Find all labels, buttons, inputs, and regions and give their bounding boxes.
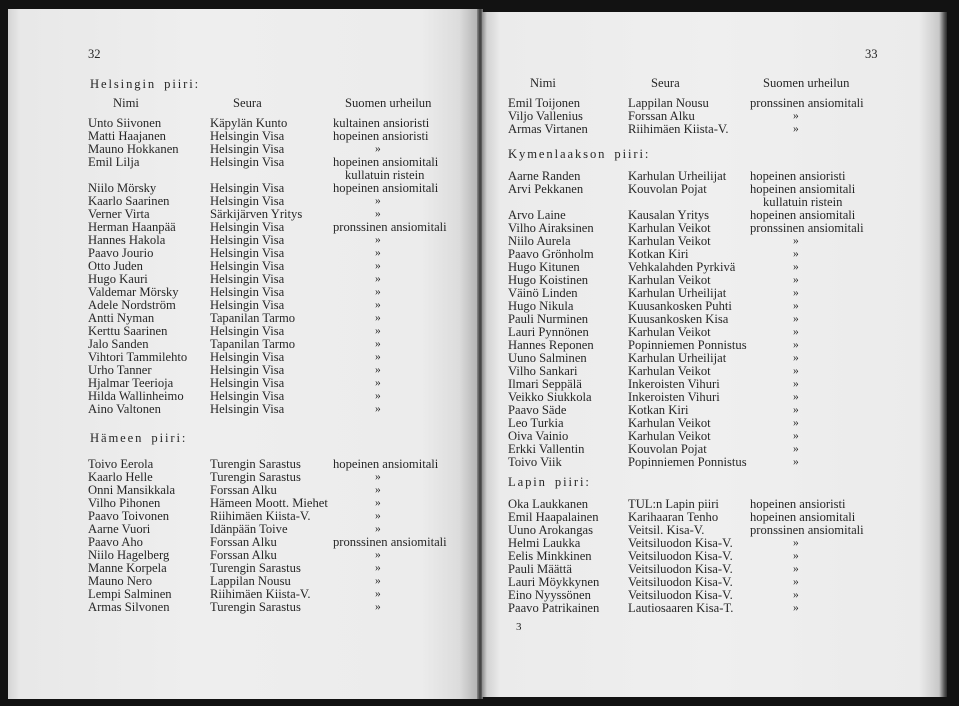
ditto-mark: » <box>793 110 799 122</box>
member-name: Lauri Möykkynen <box>508 575 600 589</box>
ditto-mark: » <box>793 313 799 325</box>
table-row <box>508 391 938 404</box>
club-name: Helsingin Visa <box>210 246 285 260</box>
member-name: Matti Haajanen <box>88 129 166 143</box>
ditto-mark: » <box>375 601 381 613</box>
member-name: Vilho Sankari <box>508 364 578 378</box>
club-name: Lautiosaaren Kisa-T. <box>628 601 734 615</box>
award-name: hopeinen ansiomitali <box>333 457 439 471</box>
club-name: Karhulan Veikot <box>628 273 711 287</box>
member-name: Uuno Arokangas <box>508 523 593 537</box>
table-row <box>508 222 938 235</box>
column-header-award: Suomen urheilun <box>763 76 850 90</box>
table-row-continuation <box>508 196 938 209</box>
ditto-mark: » <box>375 575 381 587</box>
club-name: Karhulan Urheilijat <box>628 351 727 365</box>
club-name: Helsingin Visa <box>210 285 285 299</box>
member-name: Adele Nordström <box>88 298 176 312</box>
member-name: Hugo Nikula <box>508 299 574 313</box>
club-name: Helsingin Visa <box>210 402 285 416</box>
member-name: Toivo Viik <box>508 455 562 469</box>
club-name: Forssan Alku <box>210 535 277 549</box>
award-name: pronssinen ansiomitali <box>333 220 447 234</box>
member-name: Urho Tanner <box>88 363 152 377</box>
member-name: Niilo Aurela <box>508 234 571 248</box>
club-name: Helsingin Visa <box>210 220 285 234</box>
member-name: Toivo Eerola <box>88 457 154 471</box>
ditto-mark: » <box>793 563 799 575</box>
ditto-mark: » <box>375 390 381 402</box>
ditto-mark: » <box>375 338 381 350</box>
ditto-mark: » <box>375 588 381 600</box>
ditto-mark: » <box>375 325 381 337</box>
club-name: Karhulan Veikot <box>628 364 711 378</box>
club-name: Helsingin Visa <box>210 324 285 338</box>
member-name: Unto Siivonen <box>88 116 162 130</box>
member-name: Helmi Laukka <box>508 536 581 550</box>
section-heading-helsinki: Helsingin piiri: <box>90 77 201 91</box>
club-name: Karhulan Urheilijat <box>628 286 727 300</box>
member-name: Kaarlo Helle <box>88 470 153 484</box>
member-list-kymenlaakso <box>508 170 938 469</box>
ditto-mark: » <box>793 274 799 286</box>
ditto-mark: » <box>375 143 381 155</box>
member-name: Leo Turkia <box>508 416 564 430</box>
ditto-mark: » <box>375 510 381 522</box>
ditto-mark: » <box>793 456 799 468</box>
ditto-mark: » <box>793 576 799 588</box>
page-number: 32 <box>88 47 101 61</box>
ditto-mark: » <box>793 602 799 614</box>
member-name: Hilda Wallinheimo <box>88 389 184 403</box>
member-name: Paavo Aho <box>88 535 143 549</box>
club-name: Helsingin Visa <box>210 376 285 390</box>
member-name: Pauli Määttä <box>508 562 573 576</box>
club-name: Karhulan Veikot <box>628 325 711 339</box>
ditto-mark: » <box>375 471 381 483</box>
member-list-hame-continued <box>508 97 938 136</box>
member-name: Aarne Randen <box>508 169 581 183</box>
award-name: hopeinen ansiomitali <box>750 208 856 222</box>
club-name: Riihimäen Kiista-V. <box>210 509 311 523</box>
club-name: Karhulan Veikot <box>628 429 711 443</box>
club-name: Tapanilan Tarmo <box>210 337 296 351</box>
member-name: Vilho Pihonen <box>88 496 161 510</box>
club-name: Helsingin Visa <box>210 363 285 377</box>
club-name: Hämeen Moott. Miehet <box>210 496 328 510</box>
section-heading-kymenlaakso: Kymenlaakson piiri: <box>508 147 651 161</box>
ditto-mark: » <box>793 123 799 135</box>
award-name: hopeinen ansiomitali <box>750 182 856 196</box>
column-header-club: Seura <box>233 96 262 110</box>
member-name: Mauno Nero <box>88 574 153 588</box>
column-header-club: Seura <box>651 76 680 90</box>
club-name: Turengin Sarastus <box>210 470 301 484</box>
club-name: Tapanilan Tarmo <box>210 311 296 325</box>
section-heading-lappi: Lapin piiri: <box>508 475 591 489</box>
ditto-mark: » <box>375 351 381 363</box>
club-name: Karhulan Urheilijat <box>628 169 727 183</box>
award-name: hopeinen ansioristi <box>333 129 429 143</box>
club-name: Helsingin Visa <box>210 155 285 169</box>
ditto-mark: » <box>375 484 381 496</box>
club-name: Kausalan Yritys <box>628 208 710 222</box>
ditto-mark: » <box>375 208 381 220</box>
member-name: Vilho Airaksinen <box>508 221 594 235</box>
member-name: Emil Lilja <box>88 155 140 169</box>
member-list-hame <box>88 458 478 614</box>
award-name: pronssinen ansiomitali <box>750 523 864 537</box>
member-name: Eelis Minkkinen <box>508 549 592 563</box>
ditto-mark: » <box>375 523 381 535</box>
member-name: Emil Toijonen <box>508 96 580 110</box>
member-name: Väinö Linden <box>508 286 578 300</box>
member-name: Uuno Salminen <box>508 351 587 365</box>
club-name: Turengin Sarastus <box>210 561 301 575</box>
club-name: Veitsiluodon Kisa-V. <box>628 588 733 602</box>
member-name: Lauri Pynnönen <box>508 325 589 339</box>
member-name: Emil Haapalainen <box>508 510 599 524</box>
ditto-mark: » <box>793 287 799 299</box>
column-header-name: Nimi <box>530 76 556 90</box>
club-name: Kouvolan Pojat <box>628 182 707 196</box>
member-name: Verner Virta <box>88 207 150 221</box>
ditto-mark: » <box>375 273 381 285</box>
table-row <box>508 602 938 615</box>
ditto-mark: » <box>793 550 799 562</box>
ditto-mark: » <box>793 326 799 338</box>
ditto-mark: » <box>793 443 799 455</box>
member-name: Niilo Mörsky <box>88 181 157 195</box>
club-name: Kuusankosken Puhti <box>628 299 732 313</box>
award-name: hopeinen ansioristi <box>750 169 846 183</box>
section-heading-hame: Hämeen piiri: <box>90 431 188 445</box>
club-name: Helsingin Visa <box>210 272 285 286</box>
member-name: Mauno Hokkanen <box>88 142 179 156</box>
club-name: Turengin Sarastus <box>210 457 301 471</box>
member-name: Armas Virtanen <box>508 122 588 136</box>
member-name: Vihtori Tammilehto <box>88 350 188 364</box>
signature-mark: 3 <box>516 621 522 633</box>
club-name: Inkeroisten Vihuri <box>628 377 720 391</box>
club-name: Helsingin Visa <box>210 259 285 273</box>
member-name: Onni Mansikkala <box>88 483 176 497</box>
member-name: Paavo Jourio <box>88 246 154 260</box>
right-page <box>482 12 947 697</box>
table-row <box>508 123 938 136</box>
club-name: Veitsiluodon Kisa-V. <box>628 549 733 563</box>
column-header-name: Nimi <box>113 96 139 110</box>
club-name: Riihimäen Kiista-V. <box>628 122 729 136</box>
member-name: Oiva Vainio <box>508 429 569 443</box>
club-name: Vehkalahden Pyrkivä <box>628 260 736 274</box>
member-name: Hannes Reponen <box>508 338 594 352</box>
club-name: Helsingin Visa <box>210 350 285 364</box>
club-name: Helsingin Visa <box>210 194 285 208</box>
member-name: Ilmari Seppälä <box>508 377 582 391</box>
club-name: Veitsiluodon Kisa-V. <box>628 575 733 589</box>
member-name: Aarne Vuori <box>88 522 151 536</box>
club-name: Veitsiluodon Kisa-V. <box>628 562 733 576</box>
ditto-mark: » <box>375 497 381 509</box>
club-name: Karhulan Veikot <box>628 221 711 235</box>
member-list-helsinki <box>88 117 478 416</box>
member-name: Niilo Hagelberg <box>88 548 170 562</box>
ditto-mark: » <box>793 404 799 416</box>
club-name: Popinniemen Ponnistus <box>628 455 747 469</box>
ditto-mark: » <box>793 391 799 403</box>
page-number: 33 <box>865 47 878 61</box>
member-name: Viljo Vallenius <box>508 109 583 123</box>
club-name: Karihaaran Tenho <box>628 510 719 524</box>
ditto-mark: » <box>375 299 381 311</box>
member-name: Paavo Toivonen <box>88 509 170 523</box>
member-name: Kaarlo Saarinen <box>88 194 170 208</box>
award-name: pronssinen ansiomitali <box>333 535 447 549</box>
member-name: Oka Laukkanen <box>508 497 589 511</box>
member-name: Paavo Säde <box>508 403 567 417</box>
ditto-mark: » <box>375 234 381 246</box>
award-name: hopeinen ansiomitali <box>750 510 856 524</box>
club-name: Lappilan Nousu <box>210 574 291 588</box>
member-name: Valdemar Mörsky <box>88 285 179 299</box>
club-name: TUL:n Lapin piiri <box>628 497 719 511</box>
club-name: Helsingin Visa <box>210 233 285 247</box>
ditto-mark: » <box>375 195 381 207</box>
table-row <box>508 417 938 430</box>
member-name: Eino Nyyssönen <box>508 588 591 602</box>
table-row <box>508 183 938 196</box>
ditto-mark: » <box>375 247 381 259</box>
club-name: Kouvolan Pojat <box>628 442 707 456</box>
ditto-mark: » <box>375 286 381 298</box>
ditto-mark: » <box>793 339 799 351</box>
club-name: Särkijärven Yritys <box>210 207 303 221</box>
club-name: Popinniemen Ponnistus <box>628 338 747 352</box>
member-name: Pauli Nurminen <box>508 312 589 326</box>
club-name: Helsingin Visa <box>210 129 285 143</box>
club-name: Inkeroisten Vihuri <box>628 390 720 404</box>
ditto-mark: » <box>793 417 799 429</box>
table-row <box>508 456 938 469</box>
club-name: Kotkan Kiri <box>628 403 689 417</box>
club-name: Forssan Alku <box>628 109 695 123</box>
member-name: Otto Juden <box>88 259 143 273</box>
column-header-award: Suomen urheilun <box>345 96 432 110</box>
ditto-mark: » <box>793 248 799 260</box>
member-name: Hjalmar Teerioja <box>88 376 174 390</box>
member-name: Arvi Pekkanen <box>508 182 584 196</box>
member-name: Aino Valtonen <box>88 402 161 416</box>
table-row <box>88 403 478 416</box>
ditto-mark: » <box>375 549 381 561</box>
ditto-mark: » <box>793 378 799 390</box>
club-name: Helsingin Visa <box>210 181 285 195</box>
member-name: Hugo Koistinen <box>508 273 589 287</box>
ditto-mark: » <box>375 364 381 376</box>
award-name: kultainen ansioristi <box>333 116 430 130</box>
award-note: kullatuin ristein <box>345 168 425 182</box>
ditto-mark: » <box>793 261 799 273</box>
member-name: Manne Korpela <box>88 561 167 575</box>
club-name: Karhulan Veikot <box>628 234 711 248</box>
member-name: Paavo Patrikainen <box>508 601 600 615</box>
member-name: Hugo Kitunen <box>508 260 580 274</box>
club-name: Kuusankosken Kisa <box>628 312 729 326</box>
ditto-mark: » <box>793 430 799 442</box>
member-name: Veikko Siukkola <box>508 390 592 404</box>
ditto-mark: » <box>793 352 799 364</box>
club-name: Turengin Sarastus <box>210 600 301 614</box>
ditto-mark: » <box>793 300 799 312</box>
club-name: Idänpään Toive <box>210 522 288 536</box>
table-row <box>88 601 478 614</box>
award-note: kullatuin ristein <box>763 195 843 209</box>
club-name: Karhulan Veikot <box>628 416 711 430</box>
award-name: hopeinen ansiomitali <box>333 181 439 195</box>
club-name: Veitsil. Kisa-V. <box>628 523 705 537</box>
member-name: Kerttu Saarinen <box>88 324 168 338</box>
member-name: Lempi Salminen <box>88 587 172 601</box>
award-name: hopeinen ansiomitali <box>333 155 439 169</box>
left-page <box>8 9 478 699</box>
ditto-mark: » <box>793 589 799 601</box>
table-row <box>508 404 938 417</box>
ditto-mark: » <box>793 365 799 377</box>
member-name: Herman Haanpää <box>88 220 176 234</box>
member-name: Hannes Hakola <box>88 233 166 247</box>
award-name: hopeinen ansioristi <box>750 497 846 511</box>
club-name: Kotkan Kiri <box>628 247 689 261</box>
club-name: Helsingin Visa <box>210 298 285 312</box>
member-name: Erkki Vallentin <box>508 442 585 456</box>
member-name: Hugo Kauri <box>88 272 148 286</box>
member-name: Armas Silvonen <box>88 600 170 614</box>
member-list-lappi <box>508 498 938 615</box>
club-name: Forssan Alku <box>210 483 277 497</box>
ditto-mark: » <box>375 562 381 574</box>
club-name: Forssan Alku <box>210 548 277 562</box>
club-name: Helsingin Visa <box>210 142 285 156</box>
award-name: pronssinen ansiomitali <box>750 221 864 235</box>
club-name: Lappilan Nousu <box>628 96 709 110</box>
ditto-mark: » <box>793 537 799 549</box>
club-name: Käpylän Kunto <box>210 116 288 130</box>
ditto-mark: » <box>375 403 381 415</box>
ditto-mark: » <box>793 235 799 247</box>
member-name: Paavo Grönholm <box>508 247 594 261</box>
award-name: pronssinen ansiomitali <box>750 96 864 110</box>
club-name: Veitsiluodon Kisa-V. <box>628 536 733 550</box>
ditto-mark: » <box>375 260 381 272</box>
member-name: Jalo Sanden <box>88 337 149 351</box>
member-name: Arvo Laine <box>508 208 566 222</box>
club-name: Riihimäen Kiista-V. <box>210 587 311 601</box>
ditto-mark: » <box>375 312 381 324</box>
club-name: Helsingin Visa <box>210 389 285 403</box>
ditto-mark: » <box>375 377 381 389</box>
member-name: Antti Nyman <box>88 311 155 325</box>
